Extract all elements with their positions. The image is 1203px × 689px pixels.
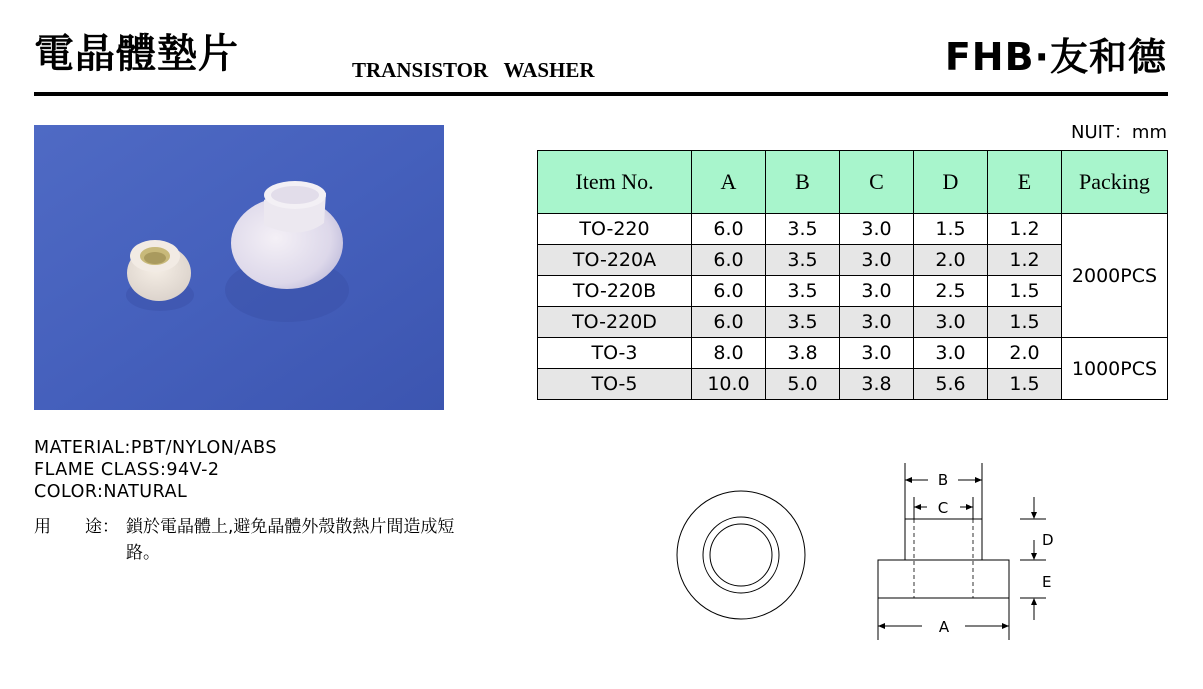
- dim-e-cell: 2.0: [988, 338, 1062, 369]
- item-no-cell: TO-220D: [538, 307, 692, 338]
- dimension-label-e: E: [1042, 573, 1052, 591]
- item-no-cell: TO-220: [538, 214, 692, 245]
- item-no-cell: TO-3: [538, 338, 692, 369]
- dim-a-cell: 8.0: [692, 338, 766, 369]
- header-rule: [34, 92, 1168, 96]
- column-header-d: D: [914, 151, 988, 214]
- specification-table: [537, 150, 1168, 400]
- washer-top-view-outer: [677, 491, 805, 619]
- dim-a-cell: 6.0: [692, 307, 766, 338]
- packing-cell: 1000PCS: [1062, 338, 1168, 400]
- dim-d-cell: 5.6: [914, 369, 988, 400]
- dim-c-cell: 3.0: [840, 276, 914, 307]
- dim-b-cell: 3.5: [766, 214, 840, 245]
- dim-e-cell: 1.5: [988, 307, 1062, 338]
- washer-side-view-base: [878, 560, 1009, 598]
- dimension-label-a: A: [938, 618, 950, 636]
- table-header-row: [538, 151, 1168, 214]
- column-header-a: A: [692, 151, 766, 214]
- column-header-item-no: Item No.: [538, 151, 692, 214]
- dim-b-cell: 5.0: [766, 369, 840, 400]
- dimension-label-b: B: [937, 471, 949, 489]
- dim-a-cell: 6.0: [692, 214, 766, 245]
- product-photo: [34, 125, 444, 410]
- packing-cell: 2000PCS: [1062, 214, 1168, 338]
- dimension-label-c: C: [937, 499, 949, 517]
- purpose-text: 鎖於電晶體上,避免晶體外殼散熱片間造成短路。: [126, 517, 455, 563]
- material-line: MATERIAL:PBT/NYLON/ABS: [34, 438, 277, 458]
- page-title-english: TRANSISTOR WASHER: [352, 58, 595, 82]
- dim-c-cell: 3.0: [840, 338, 914, 369]
- dim-e-cell: 1.5: [988, 369, 1062, 400]
- dim-e-cell: 1.2: [988, 214, 1062, 245]
- dim-c-cell: 3.0: [840, 214, 914, 245]
- dim-e-cell: 1.2: [988, 245, 1062, 276]
- column-header-b: B: [766, 151, 840, 214]
- dim-c-cell: 3.8: [840, 369, 914, 400]
- column-header-packing: Packing: [1062, 151, 1168, 214]
- dim-b-cell: 3.5: [766, 245, 840, 276]
- table-row: [538, 338, 1168, 369]
- dim-d-cell: 2.0: [914, 245, 988, 276]
- material-specs: [34, 437, 277, 503]
- dim-b-cell: 3.5: [766, 276, 840, 307]
- dim-d-cell: 1.5: [914, 214, 988, 245]
- dim-a-cell: 10.0: [692, 369, 766, 400]
- dimension-label-d: D: [1042, 531, 1054, 549]
- washer-top-view-inner: [710, 524, 772, 586]
- washer-top-view-middle: [703, 517, 779, 593]
- dim-c-cell: 3.0: [840, 307, 914, 338]
- dim-d-cell: 2.5: [914, 276, 988, 307]
- dim-b-cell: 3.5: [766, 307, 840, 338]
- column-header-c: C: [840, 151, 914, 214]
- dim-a-cell: 6.0: [692, 245, 766, 276]
- item-no-cell: TO-220B: [538, 276, 692, 307]
- dim-a-cell: 6.0: [692, 276, 766, 307]
- page-title-chinese: 電晶體墊片: [34, 30, 239, 77]
- item-no-cell: TO-220A: [538, 245, 692, 276]
- unit-label: NUIT：mm: [1070, 122, 1167, 143]
- item-no-cell: TO-5: [538, 369, 692, 400]
- dim-d-cell: 3.0: [914, 307, 988, 338]
- dim-c-cell: 3.0: [840, 245, 914, 276]
- column-header-e: E: [988, 151, 1062, 214]
- flame-class-line: FLAME CLASS:94V-2: [34, 460, 220, 480]
- table-row: [538, 214, 1168, 245]
- washer-side-view-collar: [905, 519, 982, 560]
- dim-d-cell: 3.0: [914, 338, 988, 369]
- brand-logo: FHB·友和德: [944, 35, 1167, 79]
- purpose-label: 用 途：: [34, 517, 119, 537]
- dim-b-cell: 3.8: [766, 338, 840, 369]
- color-line: COLOR:NATURAL: [34, 482, 188, 502]
- dim-e-cell: 1.5: [988, 276, 1062, 307]
